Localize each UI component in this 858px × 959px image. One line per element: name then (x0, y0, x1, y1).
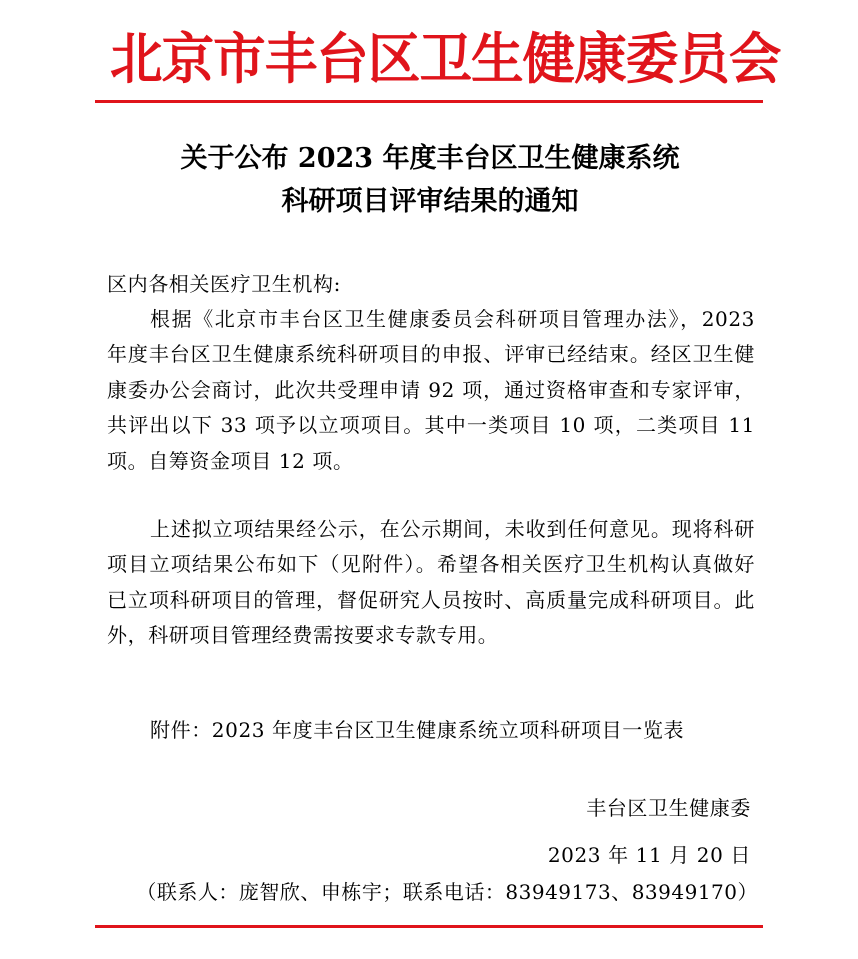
issue-date: 2023 年 11 月 20 日 (547, 843, 751, 867)
body-paragraph-2: 上述拟立项结果经公示，在公示期间，未收到任何意见。现将科研项目立项结果公布如下（见附件）。希望各相关医疗卫生机构认真做好已立项科研项目的管理，督促研究人员按时、高质量完成科研项目。此外，科研项目管理经费需按要求专款专用。 (107, 517, 755, 648)
footer-red-rule (95, 925, 763, 928)
contact-info: （联系人：庞智欣、申栋宇；联系电话：83949173、83949170） (136, 880, 758, 904)
document-title-line1: 关于公布 2023 年度丰台区卫生健康系统 (180, 143, 680, 174)
issuing-authority: 丰台区卫生健康委 (586, 796, 751, 820)
attachment-note: 附件：2023 年度丰台区卫生健康系统立项科研项目一览表 (150, 718, 685, 742)
body-paragraph-1: 根据《北京市丰台区卫生健康委员会科研项目管理办法》，2023 年度丰台区卫生健康系统科研项目的申报、评审已经结束。经区卫生健康委办公会商讨，此次共受理申请 92 项，通过资格审查和专家评审，共评出以下 33 项予以立项项目。其中一类项目 10 项，二类项目 11 项。自筹资金项目 12 项。 (107, 307, 755, 473)
document-title-line2: 科研项目评审结果的通知 (281, 186, 579, 217)
masthead-red-rule (95, 100, 763, 103)
masthead-title: 北京市丰台区卫生健康委员会 (110, 27, 781, 91)
salutation: 区内各相关医疗卫生机构: (107, 272, 341, 296)
